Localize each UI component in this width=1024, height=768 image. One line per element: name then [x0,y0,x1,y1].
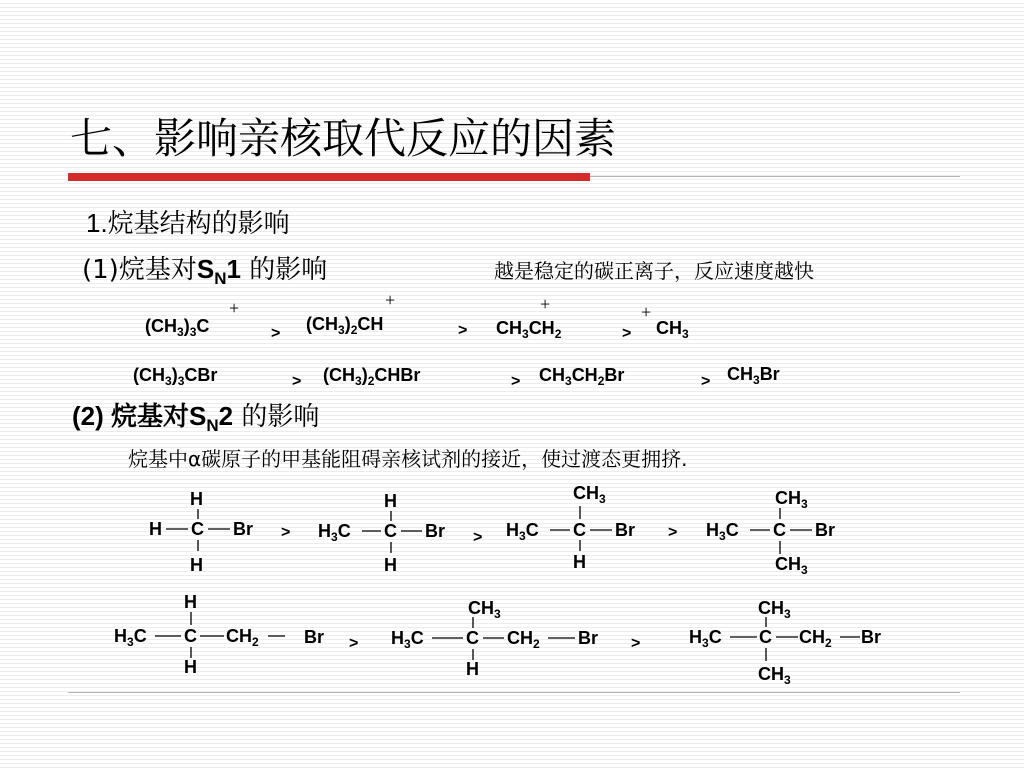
methyl-group: $CH_3$ [573,483,606,506]
greater-than: > [281,524,291,541]
atom-h: H [466,659,479,679]
methyl-group: $H_3C$ [318,521,351,544]
positive-charge: + [641,302,652,322]
secondary-bromide: $(CH_3)_2CHBr$ [323,365,421,388]
atom-br: Br [861,627,882,647]
greater-than: > [511,373,521,390]
atom-h: H [573,552,586,572]
positive-charge: + [385,290,396,310]
subsection-heading-sn1: (1)烷基对$S_N1$ 的影响 [82,254,328,289]
carbocation-stability-note: 越是稳定的碳正离子，反应速度越快 [494,259,814,283]
section-heading-1: 1.烷基结构的影响 [86,208,290,238]
tertiary-bromide: $(CH_3)_3CBr$ [133,365,218,388]
greater-than: > [701,373,711,390]
greater-than: > [622,325,632,342]
atom-br: Br [304,627,325,647]
methyl-group: $H_3C$ [506,520,539,543]
greater-than: > [292,373,302,390]
atom-c: C [773,520,786,540]
atom-br: Br [815,520,836,540]
methyl-group: $CH_3$ [758,598,791,621]
methyl-group: $CH_3$ [758,664,791,687]
greater-than: > [349,635,359,652]
greater-than: > [668,524,678,541]
carbocation-secondary: $(CH_3)_2CH$ [306,314,384,337]
atom-c: C [466,628,479,648]
greater-than: > [473,529,483,546]
page-title: 七、影响亲核取代反应的因素 [70,114,617,163]
atom-br: Br [578,628,599,648]
methyl-group: $CH_3$ [775,554,808,577]
subsection-heading-sn2: (2) 烷基对$S_N2$ 的影响 [72,401,320,436]
steric-hindrance-note: 烷基中α碳原子的甲基能阻碍亲核试剂的接近，使过渡态更拥挤. [128,447,688,471]
primary-bromide: $CH_3CH_2Br$ [539,365,625,388]
carbocation-methyl: $CH_3$ [656,318,689,341]
methyl-group: $H_3C$ [689,627,722,650]
greater-than: > [458,322,468,339]
atom-br: Br [615,520,636,540]
greater-than: > [271,325,281,342]
atom-h: H [149,519,162,539]
methyl-bromide: $CH_3Br$ [727,364,780,387]
methyl-group: $H_3C$ [114,626,147,649]
positive-charge: + [540,294,551,314]
atom-h: H [184,592,197,612]
footer-rule [68,692,960,693]
atom-br: Br [233,519,254,539]
atom-c: C [759,627,772,647]
atom-h: H [184,657,197,677]
atom-h: H [190,555,203,575]
methylene-group: $CH_2$ [507,628,540,651]
methyl-group: $CH_3$ [775,488,808,511]
methyl-group: $CH_3$ [468,598,501,621]
methylene-group: $CH_2$ [226,626,259,649]
carbocation-primary: $CH_3CH_2$ [496,318,562,341]
methyl-group: $H_3C$ [706,520,739,543]
atom-c: C [573,520,586,540]
atom-c: C [384,521,397,541]
atom-h: H [384,555,397,575]
greater-than: > [631,635,641,652]
positive-charge: + [229,298,240,318]
methyl-group: $H_3C$ [391,628,424,651]
atom-c: C [191,519,204,539]
carbocation-tertiary: $(CH_3)_3C$ [145,316,210,339]
methylene-group: $CH_2$ [799,627,832,650]
atom-br: Br [425,521,446,541]
atom-h: H [384,491,397,511]
atom-c: C [184,626,197,646]
atom-h: H [190,489,203,509]
